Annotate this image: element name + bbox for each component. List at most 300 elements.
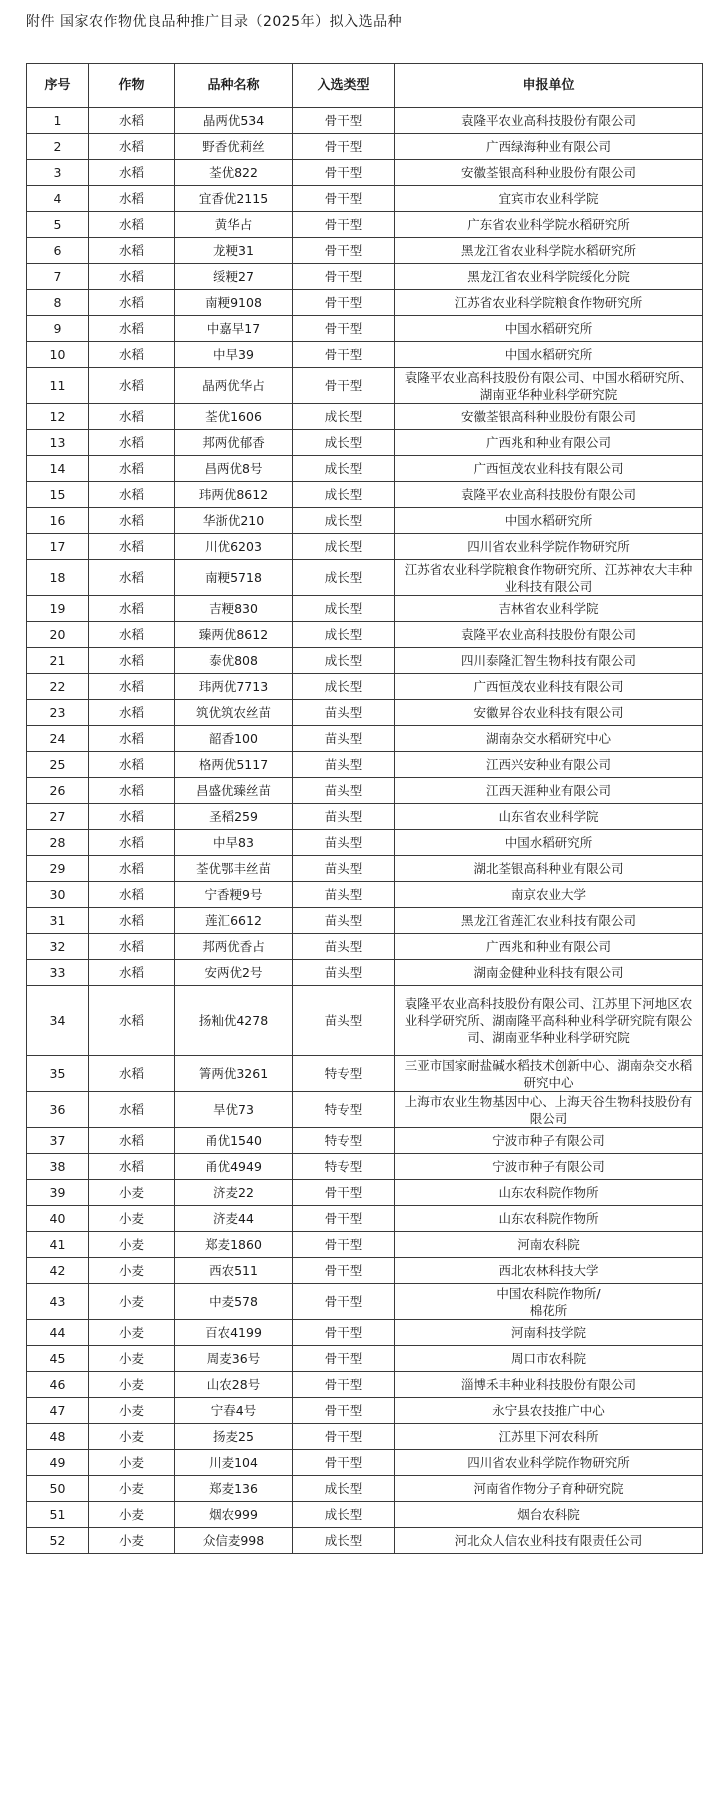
- cell-applicant: 袁隆平农业高科技股份有限公司: [395, 622, 703, 648]
- cell-variety: 周麦36号: [175, 1346, 293, 1372]
- cell-crop: 水稻: [89, 830, 175, 856]
- header-crop: 作物: [89, 64, 175, 108]
- cell-no: 15: [27, 482, 89, 508]
- cell-type: 苗头型: [293, 830, 395, 856]
- table-row: [27, 1346, 703, 1372]
- table-row: [27, 212, 703, 238]
- table-row: [27, 1056, 703, 1092]
- cell-applicant: 江苏里下河农科所: [395, 1424, 703, 1450]
- header-applicant: 申报单位: [395, 64, 703, 108]
- cell-no: 1: [27, 108, 89, 134]
- cell-type: 成长型: [293, 560, 395, 596]
- table-row: [27, 752, 703, 778]
- cell-no: 33: [27, 960, 89, 986]
- cell-variety: 荃优鄂丰丝苗: [175, 856, 293, 882]
- cell-applicant: 江苏省农业科学院粮食作物研究所: [395, 290, 703, 316]
- cell-type: 特专型: [293, 1092, 395, 1128]
- cell-type: 成长型: [293, 482, 395, 508]
- cell-crop: 小麦: [89, 1398, 175, 1424]
- cell-applicant: 河北众人信农业科技有限责任公司: [395, 1528, 703, 1554]
- cell-applicant: 安徽荃银高科种业股份有限公司: [395, 404, 703, 430]
- table-row: [27, 316, 703, 342]
- cell-type: 苗头型: [293, 804, 395, 830]
- cell-applicant: 湖南金健种业科技有限公司: [395, 960, 703, 986]
- cell-type: 苗头型: [293, 882, 395, 908]
- cell-no: 34: [27, 986, 89, 1056]
- cell-crop: 小麦: [89, 1476, 175, 1502]
- cell-crop: 水稻: [89, 934, 175, 960]
- cell-variety: 旱优73: [175, 1092, 293, 1128]
- cell-no: 45: [27, 1346, 89, 1372]
- cell-type: 骨干型: [293, 186, 395, 212]
- cell-no: 11: [27, 368, 89, 404]
- cell-no: 30: [27, 882, 89, 908]
- cell-crop: 水稻: [89, 960, 175, 986]
- table-row: [27, 674, 703, 700]
- cell-variety: 中嘉早17: [175, 316, 293, 342]
- cell-applicant: 山东农科院作物所: [395, 1180, 703, 1206]
- cell-no: 51: [27, 1502, 89, 1528]
- table-row: [27, 430, 703, 456]
- cell-applicant: 吉林省农业科学院: [395, 596, 703, 622]
- table-row: [27, 622, 703, 648]
- cell-no: 2: [27, 134, 89, 160]
- cell-crop: 小麦: [89, 1450, 175, 1476]
- cell-applicant: 安徽荃银高科种业股份有限公司: [395, 160, 703, 186]
- cell-no: 28: [27, 830, 89, 856]
- cell-variety: 玮两优7713: [175, 674, 293, 700]
- cell-no: 3: [27, 160, 89, 186]
- cell-variety: 山农28号: [175, 1372, 293, 1398]
- cell-no: 44: [27, 1320, 89, 1346]
- cell-variety: 昌两优8号: [175, 456, 293, 482]
- cell-applicant: 山东农科院作物所: [395, 1206, 703, 1232]
- cell-type: 苗头型: [293, 700, 395, 726]
- table-row: [27, 1258, 703, 1284]
- cell-variety: 扬籼优4278: [175, 986, 293, 1056]
- table-row: [27, 160, 703, 186]
- cell-variety: 格两优5117: [175, 752, 293, 778]
- cell-type: 骨干型: [293, 342, 395, 368]
- cell-no: 41: [27, 1232, 89, 1258]
- cell-no: 35: [27, 1056, 89, 1092]
- cell-variety: 臻两优8612: [175, 622, 293, 648]
- cell-type: 苗头型: [293, 752, 395, 778]
- cell-applicant: 周口市农科院: [395, 1346, 703, 1372]
- cell-variety: 中早83: [175, 830, 293, 856]
- cell-crop: 水稻: [89, 342, 175, 368]
- cell-variety: 黄华占: [175, 212, 293, 238]
- cell-type: 骨干型: [293, 212, 395, 238]
- cell-applicant: 宁波市种子有限公司: [395, 1154, 703, 1180]
- cell-applicant: 江苏省农业科学院粮食作物研究所、江苏神农大丰种业科技有限公司: [395, 560, 703, 596]
- cell-variety: 泰优808: [175, 648, 293, 674]
- cell-variety: 安两优2号: [175, 960, 293, 986]
- cell-crop: 小麦: [89, 1372, 175, 1398]
- cell-applicant: 四川省农业科学院作物研究所: [395, 534, 703, 560]
- table-row: [27, 648, 703, 674]
- cell-crop: 水稻: [89, 290, 175, 316]
- cell-crop: 小麦: [89, 1180, 175, 1206]
- cell-type: 骨干型: [293, 1258, 395, 1284]
- table-row: [27, 1528, 703, 1554]
- cell-no: 9: [27, 316, 89, 342]
- cell-no: 31: [27, 908, 89, 934]
- page-title: 附件 国家农作物优良品种推广目录（2025年）拟入选品种: [26, 14, 403, 30]
- cell-type: 苗头型: [293, 934, 395, 960]
- cell-variety: 郑麦1860: [175, 1232, 293, 1258]
- cell-crop: 水稻: [89, 134, 175, 160]
- cell-crop: 水稻: [89, 908, 175, 934]
- cell-variety: 济麦44: [175, 1206, 293, 1232]
- cell-type: 特专型: [293, 1056, 395, 1092]
- table-row: [27, 1206, 703, 1232]
- cell-crop: 水稻: [89, 108, 175, 134]
- table-row: [27, 1154, 703, 1180]
- cell-no: 47: [27, 1398, 89, 1424]
- cell-crop: 小麦: [89, 1232, 175, 1258]
- cell-crop: 水稻: [89, 752, 175, 778]
- cell-no: 42: [27, 1258, 89, 1284]
- cell-no: 17: [27, 534, 89, 560]
- cell-crop: 水稻: [89, 482, 175, 508]
- cell-crop: 水稻: [89, 648, 175, 674]
- cell-variety: 晶两优华占: [175, 368, 293, 404]
- cell-applicant: 安徽昇谷农业科技有限公司: [395, 700, 703, 726]
- table-row: [27, 986, 703, 1056]
- cell-applicant: 广西绿海种业有限公司: [395, 134, 703, 160]
- cell-applicant: 河南农科院: [395, 1232, 703, 1258]
- cell-type: 骨干型: [293, 1232, 395, 1258]
- cell-variety: 邦两优郁香: [175, 430, 293, 456]
- cell-no: 6: [27, 238, 89, 264]
- cell-no: 20: [27, 622, 89, 648]
- table-row: [27, 404, 703, 430]
- cell-variety: 吉粳830: [175, 596, 293, 622]
- cell-crop: 小麦: [89, 1284, 175, 1320]
- cell-applicant: 黑龙江省莲汇农业科技有限公司: [395, 908, 703, 934]
- cell-no: 38: [27, 1154, 89, 1180]
- table-row: [27, 830, 703, 856]
- cell-type: 骨干型: [293, 316, 395, 342]
- cell-crop: 小麦: [89, 1346, 175, 1372]
- cell-crop: 小麦: [89, 1206, 175, 1232]
- cell-no: 37: [27, 1128, 89, 1154]
- cell-no: 29: [27, 856, 89, 882]
- cell-type: 骨干型: [293, 134, 395, 160]
- cell-applicant: 袁隆平农业高科技股份有限公司、江苏里下河地区农业科学研究所、湖南隆平高科种业科学研究院有限公司、湖南亚华种业科学研究院: [395, 986, 703, 1056]
- table-row: [27, 596, 703, 622]
- table-row: [27, 342, 703, 368]
- cell-no: 46: [27, 1372, 89, 1398]
- cell-no: 36: [27, 1092, 89, 1128]
- cell-applicant: 广西兆和种业有限公司: [395, 934, 703, 960]
- cell-no: 5: [27, 212, 89, 238]
- cell-no: 7: [27, 264, 89, 290]
- table-row: [27, 534, 703, 560]
- cell-crop: 水稻: [89, 1128, 175, 1154]
- cell-type: 骨干型: [293, 1398, 395, 1424]
- header-variety: 品种名称: [175, 64, 293, 108]
- table-row: [27, 134, 703, 160]
- cell-crop: 水稻: [89, 238, 175, 264]
- cell-crop: 水稻: [89, 160, 175, 186]
- cell-applicant: 湖北荃银高科种业有限公司: [395, 856, 703, 882]
- cell-applicant: 中国农科院作物所/ 棉花所: [395, 1284, 703, 1320]
- cell-variety: 川优6203: [175, 534, 293, 560]
- cell-type: 骨干型: [293, 1206, 395, 1232]
- cell-applicant: 宁波市种子有限公司: [395, 1128, 703, 1154]
- cell-type: 骨干型: [293, 238, 395, 264]
- table-row: [27, 1502, 703, 1528]
- table-row: [27, 882, 703, 908]
- cell-type: 苗头型: [293, 986, 395, 1056]
- cell-applicant: 中国水稻研究所: [395, 508, 703, 534]
- table-row: [27, 1232, 703, 1258]
- cell-no: 18: [27, 560, 89, 596]
- cell-crop: 水稻: [89, 264, 175, 290]
- cell-type: 骨干型: [293, 1284, 395, 1320]
- cell-variety: 川麦104: [175, 1450, 293, 1476]
- cell-type: 成长型: [293, 596, 395, 622]
- cell-crop: 小麦: [89, 1528, 175, 1554]
- cell-variety: 宁春4号: [175, 1398, 293, 1424]
- cell-type: 成长型: [293, 508, 395, 534]
- cell-applicant: 广西恒茂农业科技有限公司: [395, 674, 703, 700]
- cell-variety: 箐两优3261: [175, 1056, 293, 1092]
- cell-type: 骨干型: [293, 160, 395, 186]
- cell-no: 40: [27, 1206, 89, 1232]
- cell-type: 苗头型: [293, 960, 395, 986]
- cell-crop: 水稻: [89, 404, 175, 430]
- cell-applicant: 淄博禾丰种业科技股份有限公司: [395, 1372, 703, 1398]
- cell-variety: 甬优1540: [175, 1128, 293, 1154]
- cell-variety: 西农511: [175, 1258, 293, 1284]
- table-row: [27, 1476, 703, 1502]
- cell-variety: 华浙优210: [175, 508, 293, 534]
- cell-applicant: 四川泰隆汇智生物科技有限公司: [395, 648, 703, 674]
- cell-no: 50: [27, 1476, 89, 1502]
- cell-applicant: 袁隆平农业高科技股份有限公司: [395, 482, 703, 508]
- cell-crop: 小麦: [89, 1320, 175, 1346]
- cell-applicant: 山东省农业科学院: [395, 804, 703, 830]
- cell-variety: 济麦22: [175, 1180, 293, 1206]
- cell-type: 骨干型: [293, 1424, 395, 1450]
- cell-type: 骨干型: [293, 108, 395, 134]
- table-row: [27, 700, 703, 726]
- cell-variety: 荃优822: [175, 160, 293, 186]
- cell-crop: 水稻: [89, 368, 175, 404]
- cell-type: 苗头型: [293, 778, 395, 804]
- cell-applicant: 湖南杂交水稻研究中心: [395, 726, 703, 752]
- table-row: [27, 368, 703, 404]
- cell-type: 成长型: [293, 1502, 395, 1528]
- cell-type: 成长型: [293, 430, 395, 456]
- cell-crop: 水稻: [89, 508, 175, 534]
- cell-type: 骨干型: [293, 1180, 395, 1206]
- cell-variety: 荃优1606: [175, 404, 293, 430]
- cell-variety: 中早39: [175, 342, 293, 368]
- cell-type: 苗头型: [293, 726, 395, 752]
- table-row: [27, 456, 703, 482]
- cell-crop: 水稻: [89, 856, 175, 882]
- cell-type: 成长型: [293, 622, 395, 648]
- cell-applicant: 三亚市国家耐盐碱水稻技术创新中心、湖南杂交水稻研究中心: [395, 1056, 703, 1092]
- cell-variety: 甬优4949: [175, 1154, 293, 1180]
- cell-crop: 水稻: [89, 778, 175, 804]
- cell-crop: 水稻: [89, 622, 175, 648]
- cell-no: 21: [27, 648, 89, 674]
- table-row: [27, 1284, 703, 1320]
- cell-variety: 宜香优2115: [175, 186, 293, 212]
- cell-type: 成长型: [293, 1476, 395, 1502]
- cell-crop: 水稻: [89, 1056, 175, 1092]
- table-row: [27, 1372, 703, 1398]
- cell-variety: 野香优莉丝: [175, 134, 293, 160]
- cell-no: 13: [27, 430, 89, 456]
- cell-type: 成长型: [293, 404, 395, 430]
- cell-type: 骨干型: [293, 368, 395, 404]
- cell-variety: 龙粳31: [175, 238, 293, 264]
- cell-type: 骨干型: [293, 1320, 395, 1346]
- cell-variety: 南粳5718: [175, 560, 293, 596]
- table-row: [27, 778, 703, 804]
- cell-applicant: 江西兴安种业有限公司: [395, 752, 703, 778]
- cell-applicant: 江西天涯种业有限公司: [395, 778, 703, 804]
- cell-variety: 绥粳27: [175, 264, 293, 290]
- cell-applicant: 南京农业大学: [395, 882, 703, 908]
- cell-crop: 小麦: [89, 1424, 175, 1450]
- cell-no: 25: [27, 752, 89, 778]
- cell-crop: 水稻: [89, 316, 175, 342]
- variety-catalog-table: [26, 63, 703, 1554]
- table-row: [27, 1424, 703, 1450]
- cell-applicant: 广西兆和种业有限公司: [395, 430, 703, 456]
- cell-applicant: 广东省农业科学院水稻研究所: [395, 212, 703, 238]
- cell-type: 骨干型: [293, 264, 395, 290]
- table-row: [27, 264, 703, 290]
- cell-variety: 众信麦998: [175, 1528, 293, 1554]
- cell-applicant: 河南科技学院: [395, 1320, 703, 1346]
- cell-applicant: 河南省作物分子育种研究院: [395, 1476, 703, 1502]
- cell-no: 10: [27, 342, 89, 368]
- table-row: [27, 290, 703, 316]
- cell-variety: 中麦578: [175, 1284, 293, 1320]
- header-type: 入选类型: [293, 64, 395, 108]
- table-header-row: [27, 64, 703, 108]
- table-row: [27, 1128, 703, 1154]
- cell-crop: 水稻: [89, 1092, 175, 1128]
- cell-variety: 玮两优8612: [175, 482, 293, 508]
- cell-type: 特专型: [293, 1128, 395, 1154]
- cell-applicant: 上海市农业生物基因中心、上海天谷生物科技股份有限公司: [395, 1092, 703, 1128]
- table-row: [27, 856, 703, 882]
- cell-no: 14: [27, 456, 89, 482]
- cell-applicant: 四川省农业科学院作物研究所: [395, 1450, 703, 1476]
- cell-variety: 扬麦25: [175, 1424, 293, 1450]
- cell-applicant: 烟台农科院: [395, 1502, 703, 1528]
- cell-variety: 烟农999: [175, 1502, 293, 1528]
- cell-crop: 水稻: [89, 674, 175, 700]
- table-row: [27, 1092, 703, 1128]
- table-row: [27, 560, 703, 596]
- cell-applicant: 永宁县农技推广中心: [395, 1398, 703, 1424]
- cell-variety: 晶两优534: [175, 108, 293, 134]
- cell-type: 骨干型: [293, 1372, 395, 1398]
- cell-no: 52: [27, 1528, 89, 1554]
- cell-applicant: 宜宾市农业科学院: [395, 186, 703, 212]
- cell-variety: 邦两优香占: [175, 934, 293, 960]
- cell-crop: 水稻: [89, 726, 175, 752]
- cell-no: 26: [27, 778, 89, 804]
- cell-crop: 水稻: [89, 882, 175, 908]
- cell-crop: 水稻: [89, 212, 175, 238]
- cell-type: 成长型: [293, 456, 395, 482]
- cell-variety: 百农4199: [175, 1320, 293, 1346]
- table-row: [27, 186, 703, 212]
- cell-no: 48: [27, 1424, 89, 1450]
- cell-variety: 韶香100: [175, 726, 293, 752]
- cell-crop: 水稻: [89, 804, 175, 830]
- cell-no: 16: [27, 508, 89, 534]
- cell-no: 49: [27, 1450, 89, 1476]
- cell-no: 8: [27, 290, 89, 316]
- cell-crop: 水稻: [89, 186, 175, 212]
- header-no: 序号: [27, 64, 89, 108]
- table-row: [27, 508, 703, 534]
- table-row: [27, 482, 703, 508]
- cell-crop: 小麦: [89, 1502, 175, 1528]
- cell-no: 12: [27, 404, 89, 430]
- cell-variety: 南粳9108: [175, 290, 293, 316]
- cell-variety: 筑优筑农丝苗: [175, 700, 293, 726]
- cell-crop: 水稻: [89, 534, 175, 560]
- cell-applicant: 中国水稻研究所: [395, 316, 703, 342]
- cell-type: 骨干型: [293, 1450, 395, 1476]
- cell-no: 22: [27, 674, 89, 700]
- table-row: [27, 1320, 703, 1346]
- cell-variety: 宁香粳9号: [175, 882, 293, 908]
- cell-no: 19: [27, 596, 89, 622]
- cell-type: 苗头型: [293, 856, 395, 882]
- cell-applicant: 中国水稻研究所: [395, 342, 703, 368]
- table-row: [27, 1180, 703, 1206]
- cell-applicant: 黑龙江省农业科学院水稻研究所: [395, 238, 703, 264]
- cell-crop: 水稻: [89, 596, 175, 622]
- cell-variety: 昌盛优臻丝苗: [175, 778, 293, 804]
- cell-no: 23: [27, 700, 89, 726]
- table-row: [27, 804, 703, 830]
- cell-type: 成长型: [293, 674, 395, 700]
- table-row: [27, 238, 703, 264]
- cell-variety: 圣稻259: [175, 804, 293, 830]
- table-row: [27, 1398, 703, 1424]
- cell-no: 39: [27, 1180, 89, 1206]
- cell-crop: 水稻: [89, 430, 175, 456]
- cell-no: 43: [27, 1284, 89, 1320]
- cell-applicant: 袁隆平农业高科技股份有限公司、中国水稻研究所、湖南亚华种业科学研究院: [395, 368, 703, 404]
- table-row: [27, 726, 703, 752]
- table-row: [27, 934, 703, 960]
- cell-type: 苗头型: [293, 908, 395, 934]
- cell-crop: 小麦: [89, 1258, 175, 1284]
- cell-applicant: 袁隆平农业高科技股份有限公司: [395, 108, 703, 134]
- cell-type: 骨干型: [293, 1346, 395, 1372]
- cell-crop: 水稻: [89, 700, 175, 726]
- cell-type: 成长型: [293, 534, 395, 560]
- cell-type: 成长型: [293, 1528, 395, 1554]
- cell-type: 骨干型: [293, 290, 395, 316]
